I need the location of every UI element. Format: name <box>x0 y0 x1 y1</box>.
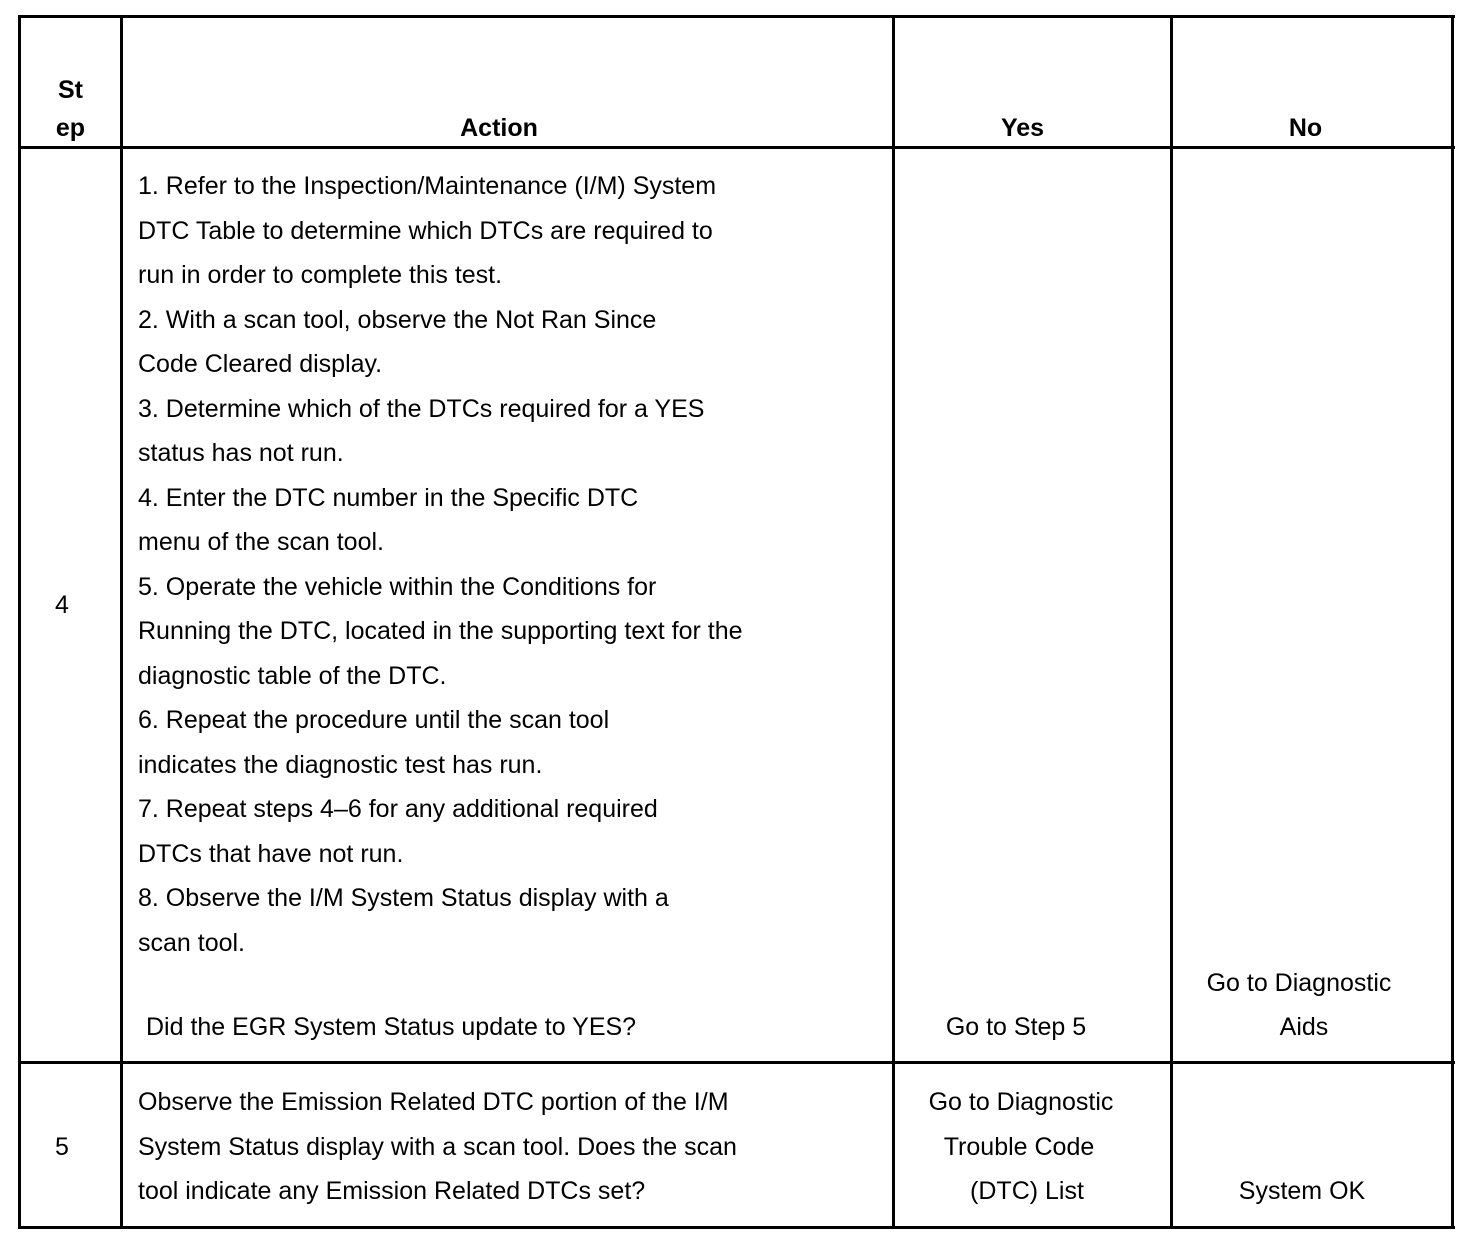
action-line: scan tool. <box>138 928 246 957</box>
action-line: 3. Determine which of the DTCs required for a YES <box>138 394 705 423</box>
action-line: 5. Operate the vehicle within the Conditions for <box>138 572 657 601</box>
action-line: DTC Table to determine which DTCs are required to <box>138 216 713 245</box>
yes-result-line: Go to Diagnostic <box>928 1088 1114 1116</box>
step-number-4: 4 <box>55 591 69 619</box>
step-4-no-result-line2: Aids <box>1279 1013 1329 1041</box>
step-5-no-result: System OK <box>1238 1177 1366 1205</box>
action-line: tool indicate any Emission Related DTCs set? <box>138 1177 646 1205</box>
step-5-action-text <box>138 1080 737 1214</box>
step-4-action-list <box>138 164 743 965</box>
action-line: run in order to complete this test. <box>138 261 503 289</box>
action-line: 7. Repeat steps 4–6 for any additional required <box>138 795 658 823</box>
action-line: 4. Enter the DTC number in the Specific DTC <box>138 483 639 512</box>
step-4-no-result-line1: Go to Diagnostic <box>1206 969 1392 997</box>
action-line: 1. Refer to the Inspection/Maintenance (I/M) System <box>138 172 717 200</box>
yes-result-line: (DTC) List <box>970 1177 1084 1205</box>
step-4-yes-result: Go to Step 5 <box>945 1013 1087 1041</box>
step-4-question: Did the EGR System Status update to YES? <box>146 1013 637 1041</box>
action-line: 6. Repeat the procedure until the scan tool <box>138 706 610 734</box>
action-line: status has not run. <box>138 439 344 467</box>
header-yes: Yes <box>1000 114 1045 142</box>
action-line: Running the DTC, located in the supporting text for the <box>138 617 743 645</box>
step-number-5: 5 <box>55 1133 69 1161</box>
yes-result-line: Trouble Code <box>943 1132 1095 1161</box>
action-line: menu of the scan tool. <box>138 528 384 556</box>
header-step <box>21 71 120 147</box>
action-line: indicates the diagnostic test has run. <box>138 750 543 779</box>
header-no: No <box>1288 114 1323 142</box>
table-border-right <box>1451 15 1454 1229</box>
table-border-bottom <box>18 1226 1455 1229</box>
action-line: 2. With a scan tool, observe the Not Ran Since <box>138 305 657 334</box>
step-5-yes-result <box>895 1080 1147 1214</box>
action-line: DTCs that have not run. <box>138 839 404 868</box>
action-line: Code Cleared display. <box>138 350 383 378</box>
header-action: Action <box>460 114 538 142</box>
action-line: System Status display with a scan tool. Does the scan <box>138 1132 737 1161</box>
col-divider-step-action <box>120 15 123 1229</box>
action-line: diagnostic table of the DTC. <box>138 661 447 690</box>
table-border-top <box>18 15 1455 18</box>
header-step-line2: ep <box>55 114 86 142</box>
action-line: 8. Observe the I/M System Status display with a <box>138 884 669 912</box>
header-step-line1: St <box>58 76 83 104</box>
action-line: Observe the Emission Related DTC portion of the I/M <box>138 1088 729 1116</box>
row-divider <box>18 1061 1455 1064</box>
